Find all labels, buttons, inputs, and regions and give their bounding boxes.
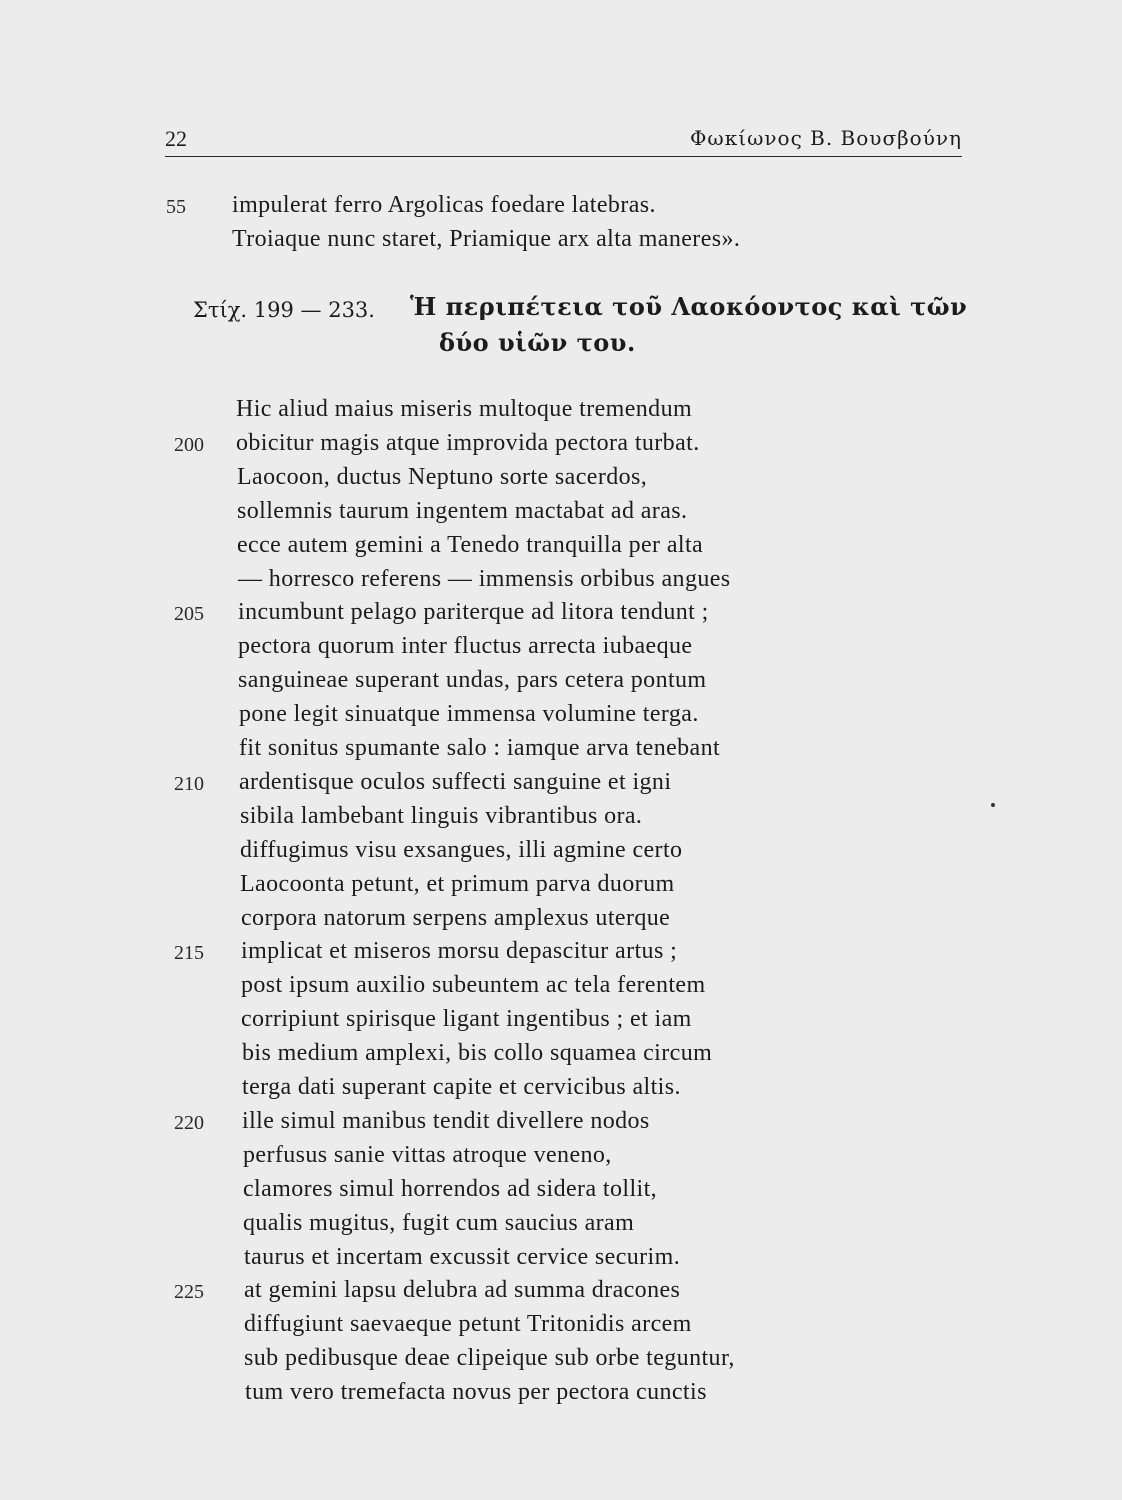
section-reference: Στίχ. 199 — 233. (193, 298, 375, 322)
verse-line (0, 599, 1122, 633)
verse-text: terga dati superant capite et cervicibus altis. (242, 1074, 681, 1100)
verse-line (0, 1142, 1122, 1176)
verse-text: Troiaque nunc staret, Priamique arx alta maneres». (232, 226, 741, 252)
verse-text: pone legit sinuatque immensa volumine terga. (239, 701, 699, 728)
verse-text: corpora natorum serpens amplexus uterque (241, 904, 671, 931)
verse-line (0, 192, 1122, 226)
verse-line (0, 532, 1122, 566)
verse-line (0, 837, 1122, 871)
verse-line (0, 667, 1122, 701)
line-number: 225 (174, 1281, 204, 1304)
verse-text: ardentisque oculos suffecti sanguine et igni (239, 768, 672, 795)
verse-text: Laocoonta petunt, et primum parva duorum (240, 870, 675, 897)
line-number: 205 (174, 603, 204, 626)
verse-line (0, 1074, 1122, 1108)
verse-line (0, 464, 1122, 498)
page-header (165, 122, 962, 157)
verse-line (0, 701, 1122, 735)
verse-line (0, 1210, 1122, 1244)
verse-text: implicat et miseros morsu depascitur artus ; (241, 938, 678, 965)
verse-text: sanguineae superant undas, pars cetera pontum (238, 667, 707, 694)
line-number: 215 (174, 942, 204, 965)
line-number: 200 (174, 433, 204, 456)
line-number: 220 (174, 1111, 204, 1134)
verse-text: tum vero tremefacta novus per pectora cunctis (245, 1379, 707, 1406)
verse-line (0, 871, 1122, 905)
paper-speck (991, 803, 995, 807)
verse-line (0, 1244, 1122, 1278)
verse-line (0, 226, 1122, 260)
verse-line (0, 1311, 1122, 1345)
line-number: 55 (166, 196, 186, 218)
verse-line (0, 905, 1122, 939)
verse-text: clamores simul horrendos ad sidera tollit, (243, 1175, 658, 1202)
verse-text: Laocoon, ductus Neptuno sorte sacerdos, (237, 463, 648, 490)
verse-text: pectora quorum inter fluctus arrecta iubaeque (238, 633, 693, 660)
verse-line (0, 1345, 1122, 1379)
verse-text: bis medium amplexi, bis collo squamea circum (242, 1040, 713, 1067)
section-title-line-2: δύο υἱῶν του. (439, 328, 636, 357)
verse-line (0, 972, 1122, 1006)
verse-line (0, 938, 1122, 972)
verse-text: ille simul manibus tendit divellere nodos (242, 1107, 650, 1134)
verse-text: diffugiunt saevaeque petunt Tritonidis arcem (244, 1311, 692, 1338)
verse-line (0, 396, 1122, 430)
verse-text: taurus et incertam excussit cervice securim. (244, 1243, 681, 1270)
verse-text: Hic aliud maius miseris multoque tremendum (236, 396, 693, 422)
verse-text: qualis mugitus, fugit cum saucius aram (243, 1209, 635, 1236)
verse-text: — horresco referens — immensis orbibus angues (238, 565, 731, 592)
verse-text: fit sonitus spumante salo : iamque arva tenebant (239, 735, 721, 761)
verse-line (0, 769, 1122, 803)
verse-line (0, 1277, 1122, 1311)
verse-line (0, 633, 1122, 667)
verse-line (0, 1108, 1122, 1142)
verse-text: post ipsum auxilio subeuntem ac tela ferentem (241, 972, 706, 999)
running-head: Φωκίωνος Β. Βουσβούνη (690, 126, 962, 150)
verse-text: sibila lambebant linguis vibrantibus ora. (240, 802, 643, 829)
verse-line (0, 1176, 1122, 1210)
verse-line (0, 803, 1122, 837)
line-number: 210 (174, 772, 204, 795)
verse-text: sollemnis taurum ingentem mactabat ad aras. (237, 497, 688, 524)
verse-line (0, 1006, 1122, 1040)
section-title-line-1: Ἡ περιπέτεια τοῦ Λαοκόοντος καὶ τῶν (410, 292, 968, 321)
verse-line (0, 1040, 1122, 1074)
verse-line (0, 566, 1122, 600)
verse-text: impulerat ferro Argolicas foedare latebras. (232, 192, 656, 218)
verse-line (0, 498, 1122, 532)
verse-text: perfusus sanie vittas atroque veneno, (243, 1141, 612, 1168)
verse-line (0, 1379, 1122, 1413)
verse-text: sub pedibusque deae clipeique sub orbe teguntur, (244, 1345, 735, 1372)
verse-text: incumbunt pelago pariterque ad litora tendunt ; (238, 599, 709, 626)
verse-text: obicitur magis atque improvida pectora turbat. (236, 429, 700, 456)
verse-text: ecce autem gemini a Tenedo tranquilla per alta (237, 531, 704, 558)
verse-line (0, 735, 1122, 769)
page-number: 22 (165, 126, 187, 151)
verse-text: diffugimus visu exsangues, illi agmine certo (240, 836, 683, 863)
verse-text: at gemini lapsu delubra ad summa dracones (244, 1277, 681, 1304)
verse-text: corripiunt spirisque ligant ingentibus ; et iam (241, 1006, 692, 1033)
verse-line (0, 430, 1122, 464)
